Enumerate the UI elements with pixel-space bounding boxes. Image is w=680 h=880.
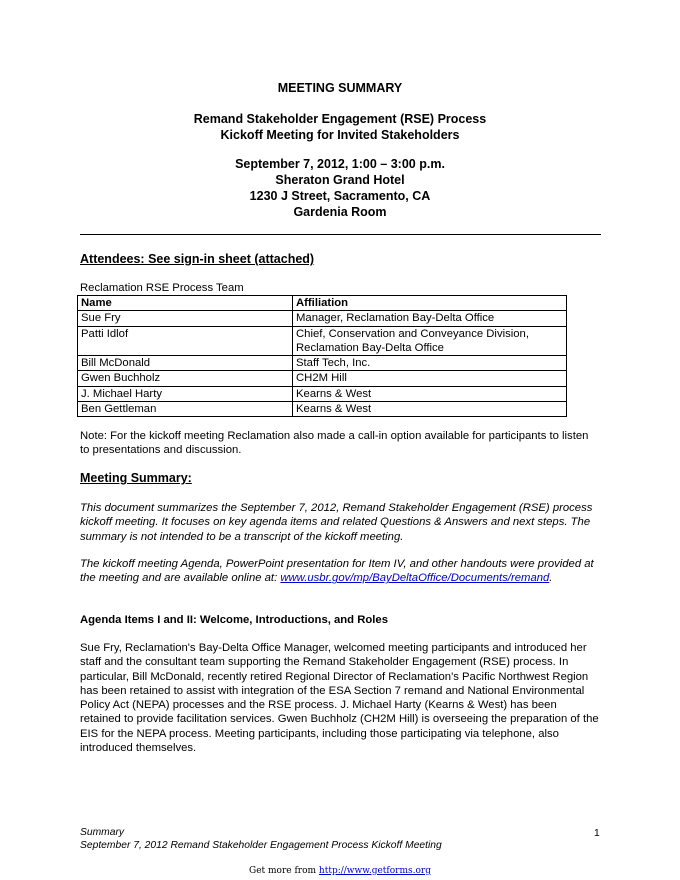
documents-link[interactable]: www.usbr.gov/mp/BayDeltaOffice/Documents/remand <box>280 572 550 585</box>
table-caption: Reclamation RSE Process Team <box>80 282 244 294</box>
call-in-note: Note: For the kickoff meeting Reclamation also made a call-in option available for participants to listen to presentations and discussion. <box>80 430 589 457</box>
footer-label: Summary <box>80 827 125 838</box>
getforms-banner <box>0 866 680 876</box>
table-row <box>78 356 567 371</box>
attendee-affiliation: Manager, Reclamation Bay-Delta Office <box>293 311 567 326</box>
header-divider <box>80 234 601 235</box>
footer-subtitle: September 7, 2012 Remand Stakeholder Engagement Process Kickoff Meeting <box>80 840 442 851</box>
table-row <box>78 402 567 417</box>
attendee-affiliation: Chief, Conservation and Conveyance Division, Reclamation Bay-Delta Office <box>293 326 567 356</box>
meeting-summary-heading: Meeting Summary: <box>80 471 192 485</box>
attendee-name: Bill McDonald <box>78 356 293 371</box>
document-subtitle-2: Kickoff Meeting for Invited Stakeholders <box>220 128 460 142</box>
meeting-date: September 7, 2012, 1:00 – 3:00 p.m. <box>235 157 445 171</box>
document-subtitle-1: Remand Stakeholder Engagement (RSE) Process <box>193 112 487 126</box>
summary-paragraph-1: This document summarizes the September 7, 2012, Remand Stakeholder Engagement (RSE) process kickoff meeting. It focuses on key agenda items and related Questions & Answers and next steps. The summary is not intended to be a transcript of the kickoff meeting. <box>80 502 593 543</box>
attendee-name: J. Michael Harty <box>78 386 293 401</box>
attendee-name: Patti Idlof <box>78 326 293 356</box>
attendee-name: Gwen Buchholz <box>78 371 293 386</box>
agenda-heading: Agenda Items I and II: Welcome, Introductions, and Roles <box>80 614 388 626</box>
attendee-affiliation: Kearns & West <box>293 386 567 401</box>
summary-paragraph-2-text: The kickoff meeting Agenda, PowerPoint presentation for Item IV, and other handouts were provided at the meeting and are available online at: <box>80 558 594 585</box>
attendee-affiliation: Staff Tech, Inc. <box>293 356 567 371</box>
table-header-row <box>78 296 567 311</box>
attendee-name: Sue Fry <box>78 311 293 326</box>
agenda-paragraph: Sue Fry, Reclamation's Bay-Delta Office Manager, welcomed meeting participants and introduced her staff and the consultant team supporting the Remand Stakeholder Engagement (RSE) process. In particular, Bill McDonald, recently retired Regional Director of Reclamation's Pacific Northwest Region has been retained to assist with integration of the ESA Section 7 remand and National Environmental Policy Act (NEPA) processes and the RSE process. J. Michael Harty (Kearns & West) has been retained to provide facilitation services. Gwen Buchholz (CH2M Hill) is overseeing the preparation of the EIS for the NEPA process. Meeting participants, including those participating via telephone, also introduced themselves. <box>80 642 599 755</box>
page-number: 1 <box>594 828 600 839</box>
summary-paragraph-2 <box>80 557 600 586</box>
getforms-link[interactable]: http://www.getforms.org <box>318 866 431 876</box>
column-header-name: Name <box>78 296 293 311</box>
column-header-affiliation: Affiliation <box>293 296 567 311</box>
table-row <box>78 311 567 326</box>
attendee-name: Ben Gettleman <box>78 402 293 417</box>
attendee-affiliation: CH2M Hill <box>293 371 567 386</box>
table-row <box>78 371 567 386</box>
attendees-heading: Attendees: See sign-in sheet (attached) <box>80 252 315 266</box>
document-title: MEETING SUMMARY <box>277 81 403 95</box>
table-row <box>78 386 567 401</box>
link-suffix: . <box>549 572 553 585</box>
meeting-address: 1230 J Street, Sacramento, CA <box>249 189 431 203</box>
getmore-prefix: Get more from <box>249 866 319 876</box>
meeting-room: Gardenia Room <box>293 205 387 219</box>
attendees-table <box>77 295 567 417</box>
table-row <box>78 326 567 356</box>
attendee-affiliation: Kearns & West <box>293 402 567 417</box>
meeting-venue: Sheraton Grand Hotel <box>275 173 405 187</box>
